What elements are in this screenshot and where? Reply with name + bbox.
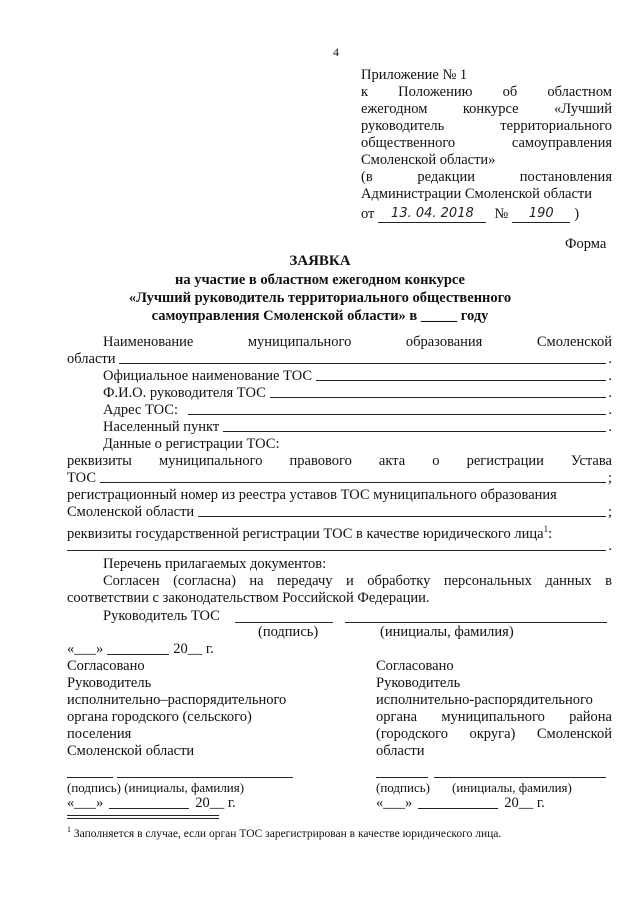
left-approval-block [67,658,286,760]
right-body-3: (городского округа) Смоленской [376,726,612,742]
heading [0,252,640,325]
appendix-word: территориального [500,118,612,134]
footnote-separator [67,818,219,819]
appendix-date-line [361,203,612,223]
signature-date[interactable]: «___» 20__ г. [67,641,214,657]
handwritten-number: 190 [528,206,554,221]
page-number: 4 [333,45,339,59]
official-name-field[interactable]: Официальное наименование ТОС . [103,368,612,384]
date-prefix: от [361,206,375,222]
right-body-1: исполнительно-распорядительного [376,692,593,708]
footnote-text: Заполняется в случае, если орган ТОС зарегистрирован в качестве юридического лица. [73,827,502,840]
name-caption: (инициалы, фамилия) [380,624,514,640]
documents-label: Перечень прилагаемых документов: [103,556,327,572]
charter-field[interactable]: ТОС ; [67,470,612,486]
close-paren: ) [574,206,580,222]
left-sign-line[interactable] [67,777,113,778]
heading-line-2: «Лучший руководитель территориального общественного [128,290,512,306]
sign-caption: (подпись) [258,624,319,640]
signature-line[interactable] [235,622,333,623]
left-body-4: Смоленской области [67,743,195,759]
right-approval-block [376,658,612,760]
footnote-ref: 1 [543,524,549,534]
state-reg-label: реквизиты государственной регистрации ТОС в качестве юридического лица$^1$: [67,524,553,542]
left-body-3: поселения [67,726,132,742]
appendix-line [361,169,612,186]
appendix-word: самоуправления [511,135,612,151]
appendix-word: общественного [361,135,456,151]
appendix-word: Администрации Смоленской области [361,186,593,202]
municipal-name-label: Наименование муниципального образования Смоленской [103,334,612,350]
left-approved: Согласовано [67,658,145,674]
form-label: Форма [565,236,607,252]
state-reg-field[interactable]: . [67,538,612,555]
appendix-line [361,84,612,101]
appendix-line [361,186,612,203]
appendix-word: ежегодном [361,101,428,117]
left-caption: (подпись) (инициалы, фамилия) [67,780,245,795]
appendix-word: областном [547,84,612,100]
locality-field[interactable]: Населенный пункт . [103,419,612,435]
left-head: Руководитель [67,675,152,691]
heading-line-1: на участие в областном ежегодном конкурсе [175,272,465,288]
head-fio-field[interactable]: Ф.И.О. руководителя ТОС . [103,385,612,401]
reg-number-field[interactable]: Смоленской области ; [67,504,612,520]
handwritten-date: 13. 04. 2018 [391,206,474,221]
appendix-word: Смоленской области» [361,152,496,168]
appendix-word: (в [361,169,373,185]
appendix-word: руководитель [361,118,445,134]
left-name-line[interactable] [117,777,293,778]
appendix-word: постановления [519,169,612,185]
left-date[interactable]: «___» 20__ г. [67,795,236,811]
address-field[interactable]: Адрес ТОС: . [103,402,612,418]
head-tos-label: Руководитель ТОС [103,608,220,624]
appendix-word: Положению [398,84,473,100]
reg-number-label: регистрационный номер из реестра уставов ТОС муниципального образования [67,487,557,503]
left-body-1: исполнительно–распорядительного [67,692,287,708]
heading-title: ЗАЯВКА [289,253,351,269]
appendix-line [361,118,612,135]
appendix-word: редакции [417,169,476,185]
right-head: Руководитель [376,675,461,691]
left-body-2: органа городского (сельского) [67,709,252,725]
name-line[interactable] [345,622,607,623]
municipal-name-field[interactable]: области . [67,351,612,367]
appendix-word: «Лучший [554,101,612,117]
appendix-word: конкурсе [462,101,519,117]
appendix-line [361,135,612,152]
appendix-title: Приложение № 1 [361,67,468,83]
right-name-line[interactable] [434,777,606,778]
appendix-block [361,67,612,223]
right-body-2: органа муниципального района [376,709,612,725]
consent-line-2: соответствии с законодательством Российской Федерации. [67,590,430,606]
number-prefix: № [494,206,509,222]
heading-line-3: самоуправления Смоленской области» в _____ году [151,308,489,324]
left-date-underline [67,815,219,816]
consent-line-1: Согласен (согласна) на передачу и обработку персональных данных в [103,573,612,589]
right-caption-sign: (подпись) [376,780,430,795]
right-approved: Согласовано [376,658,454,674]
right-caption-name: (инициалы, фамилия) [452,780,572,795]
footnote: $^1$ Заполняется в случае, если орган ТОС зарегистрирован в качестве юридического лица. [67,825,502,840]
registration-label: Данные о регистрации ТОС: [103,436,280,452]
appendix-line [361,152,612,169]
right-sign-line[interactable] [376,777,428,778]
right-body-4: области [376,743,425,759]
right-date[interactable]: «___» 20__ г. [376,795,545,811]
appendix-word: об [502,84,518,100]
charter-label: реквизиты муниципального правового акта о регистрации Устава [67,453,612,469]
appendix-word: к [361,84,369,100]
appendix-line [361,101,612,118]
